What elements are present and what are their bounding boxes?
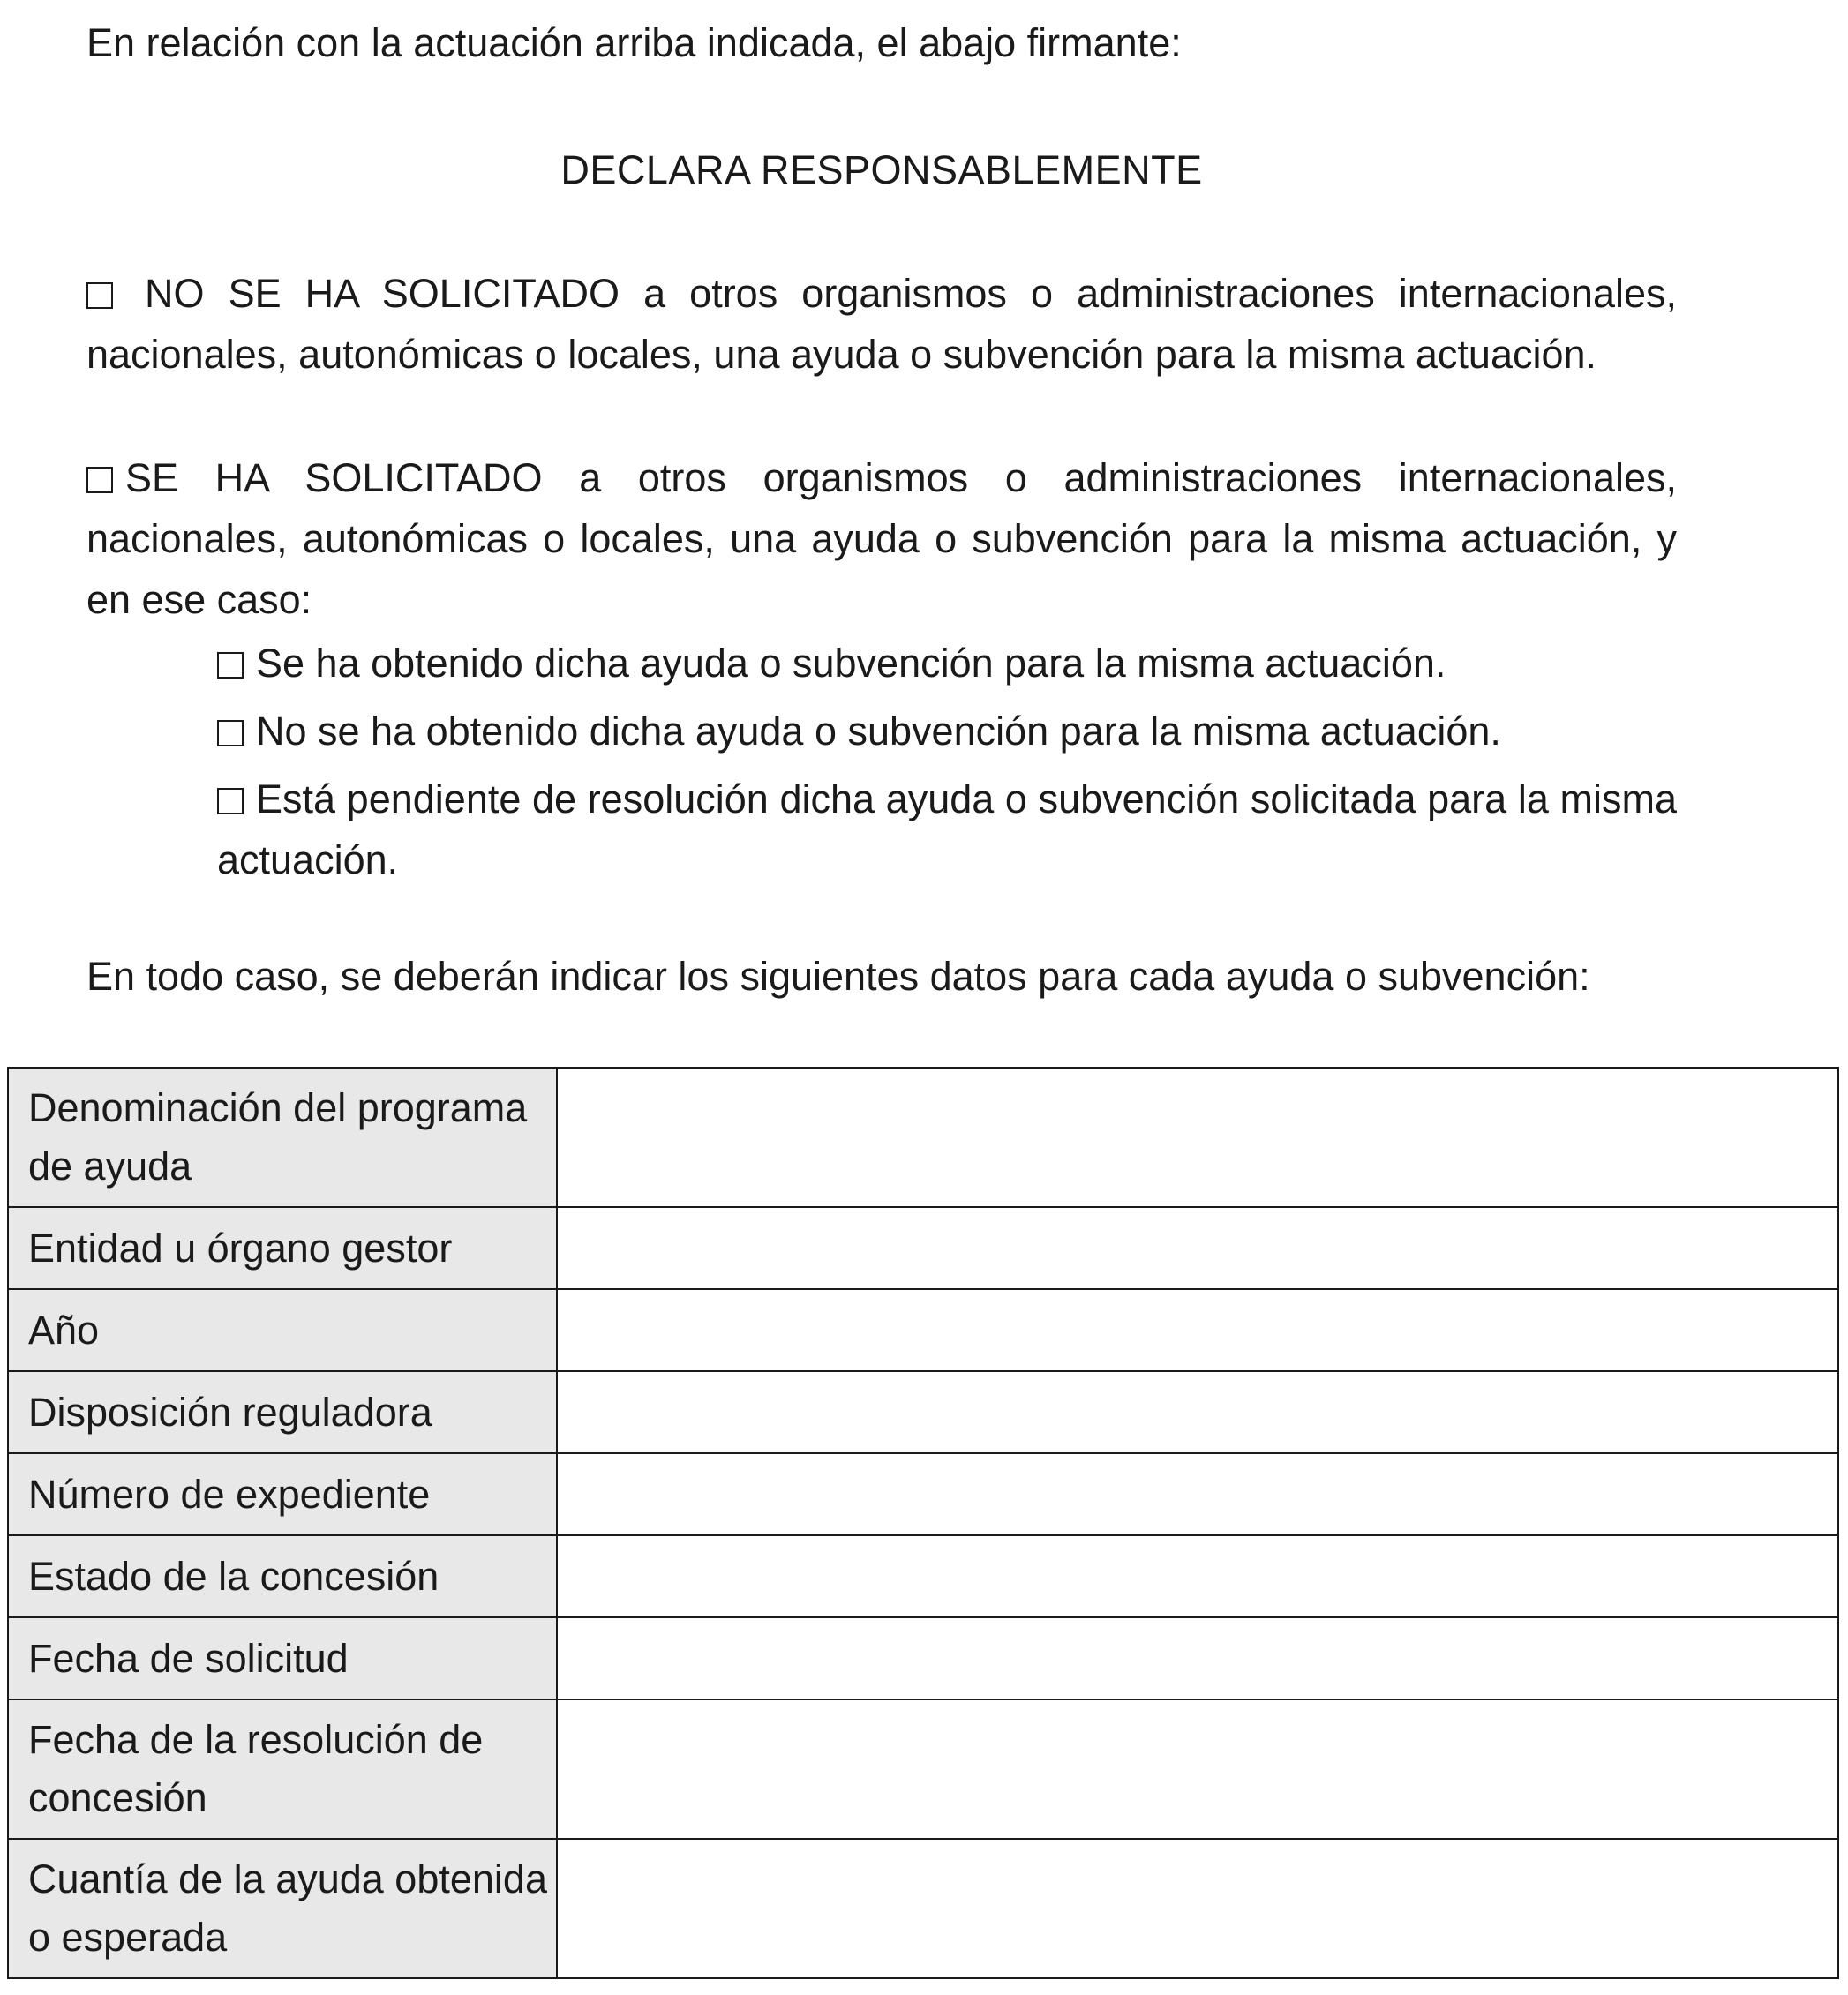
- aid-data-table: [7, 1067, 1839, 1979]
- table-label-cell: Número de expediente: [8, 1453, 557, 1535]
- checkbox-no-solicitado-icon[interactable]: [86, 282, 113, 309]
- sub-option-no-obtenido: [217, 701, 1677, 761]
- table-label-cell: Cuantía de la ayuda obtenida o esperada: [8, 1839, 557, 1978]
- option-solicitado-text: SE HA SOLICITADO a otros organismos o administraciones internacionales, nacionales, autonómicas o locales, una ayuda o subvención para la misma actuación, y en ese caso:: [86, 455, 1677, 622]
- table-label-cell: Disposición reguladora: [8, 1371, 557, 1453]
- checkbox-pendiente-icon[interactable]: [217, 788, 244, 814]
- table-row: [8, 1289, 1838, 1371]
- table-label-cell: Fecha de la resolución de concesión: [8, 1699, 557, 1839]
- table-label-cell: Denominación del programa de ayuda: [8, 1068, 557, 1207]
- table-row: [8, 1371, 1838, 1453]
- checkbox-obtenido-icon[interactable]: [217, 652, 244, 679]
- checkbox-no-obtenido-icon[interactable]: [217, 720, 244, 746]
- option-no-solicitado: [86, 263, 1677, 385]
- table-label-cell: Año: [8, 1289, 557, 1371]
- table-value-cell[interactable]: [557, 1068, 1838, 1207]
- sub-option-obtenido: [217, 633, 1677, 694]
- option-solicitado: [86, 447, 1677, 630]
- table-value-cell[interactable]: [557, 1535, 1838, 1617]
- intro-text: En relación con la actuación arriba indicada, el abajo firmante:: [86, 20, 1182, 65]
- instruction-text: En todo caso, se deberán indicar los siguientes datos para cada ayuda o subvención:: [86, 954, 1590, 999]
- table-row: [8, 1207, 1838, 1289]
- table-value-cell[interactable]: [557, 1699, 1838, 1839]
- table-value-cell[interactable]: [557, 1839, 1838, 1978]
- checkbox-solicitado-icon[interactable]: [86, 467, 113, 493]
- sub-option-obtenido-text: Se ha obtenido dicha ayuda o subvención para la misma actuación.: [256, 641, 1446, 686]
- table-row: [8, 1453, 1838, 1535]
- declaration-heading: DECLARA RESPONSABLEMENTE: [560, 147, 1203, 192]
- table-row: [8, 1617, 1838, 1699]
- table-value-cell[interactable]: [557, 1371, 1838, 1453]
- table-value-cell[interactable]: [557, 1207, 1838, 1289]
- table-value-cell[interactable]: [557, 1453, 1838, 1535]
- table-label-cell: Entidad u órgano gestor: [8, 1207, 557, 1289]
- table-label-cell: Fecha de solicitud: [8, 1617, 557, 1699]
- table-row: [8, 1068, 1838, 1207]
- sub-option-pendiente: [217, 769, 1677, 890]
- table-value-cell[interactable]: [557, 1617, 1838, 1699]
- table-row: [8, 1699, 1838, 1839]
- sub-option-no-obtenido-text: No se ha obtenido dicha ayuda o subvención para la misma actuación.: [256, 709, 1501, 754]
- table-row: [8, 1839, 1838, 1978]
- table-value-cell[interactable]: [557, 1289, 1838, 1371]
- table-row: [8, 1535, 1838, 1617]
- option-no-solicitado-text: NO SE HA SOLICITADO a otros organismos o administraciones internacionales, nacionales, autonómicas o locales, una ayuda o subvención para la misma actuación.: [86, 271, 1677, 377]
- table-label-cell: Estado de la concesión: [8, 1535, 557, 1617]
- sub-option-pendiente-text: Está pendiente de resolución dicha ayuda o subvención solicitada para la misma actuación.: [217, 776, 1677, 882]
